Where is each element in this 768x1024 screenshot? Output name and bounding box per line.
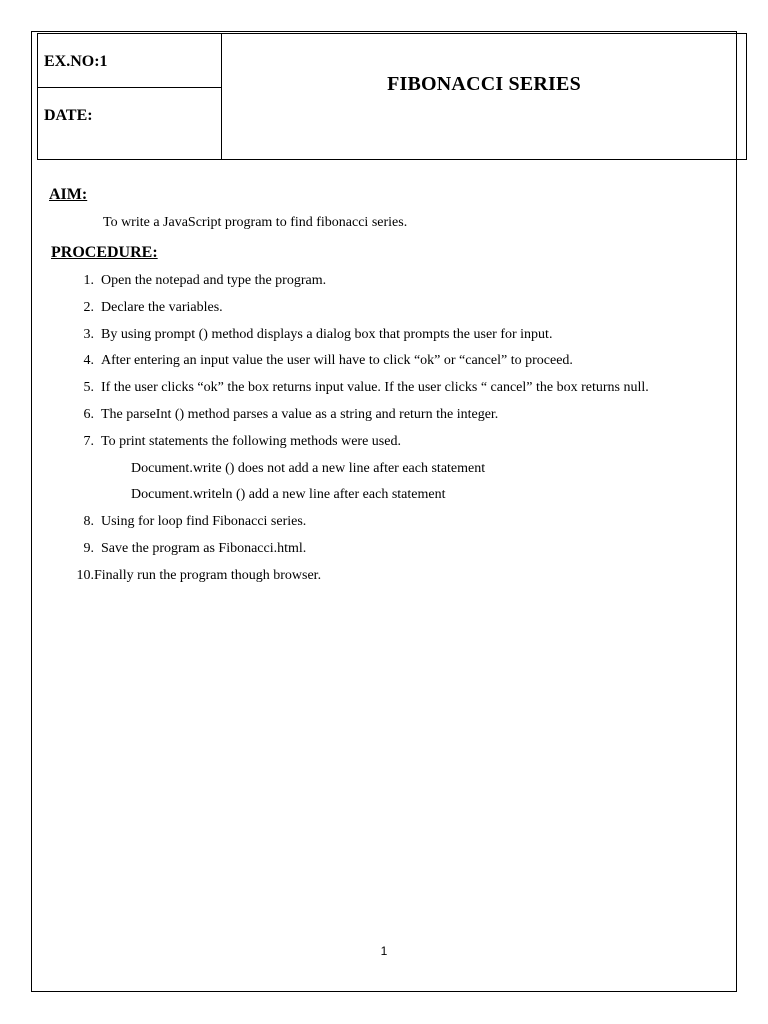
header-table (37, 33, 747, 160)
list-item (64, 406, 724, 433)
list-item (64, 352, 724, 379)
list-item (64, 379, 724, 406)
list-item-number: 5. (83, 380, 94, 396)
list-item-text: Save the program as Fibonacci.html. (101, 540, 307, 556)
exno-label: EX.NO:1 (44, 53, 108, 70)
page-title: FIBONACCI SERIES (387, 72, 581, 95)
exno-cell (38, 34, 221, 88)
list-item (64, 567, 724, 594)
procedure-heading: PROCEDURE: (51, 244, 158, 261)
list-item-text: Finally run the program though browser. (94, 567, 322, 583)
list-item-text: To print statements the following methods were used. (101, 433, 401, 449)
list-item-text: The parseInt () method parses a value as a string and return the integer. (101, 406, 499, 422)
list-item (64, 326, 724, 353)
sub-list-item: Document.write () does not add a new line after each statement (131, 460, 486, 476)
date-label: DATE: (44, 107, 93, 124)
sub-list-item: Document.writeln () add a new line after each statement (131, 487, 446, 503)
list-item-text: After entering an input value the user will have to click “ok” or “cancel” to proceed. (101, 353, 573, 369)
list-item-number: 8. (83, 514, 94, 530)
list-item-number: 1. (83, 273, 94, 288)
list-item-number: 6. (83, 406, 94, 422)
list-item-text: Using for loop find Fibonacci series. (101, 514, 307, 530)
list-item (64, 433, 724, 460)
list-item-text: By using prompt () method displays a dialog box that prompts the user for input. (101, 326, 553, 342)
list-item-number: 9. (83, 540, 94, 556)
list-item-number: 7. (83, 433, 94, 449)
procedure-list (64, 272, 724, 594)
list-item-number: 4. (83, 353, 94, 369)
list-item (64, 513, 724, 540)
list-item-text: If the user clicks “ok” the box returns input value. If the user clicks “ cancel” the box returns null. (101, 380, 649, 396)
list-item-text: Declare the variables. (101, 299, 223, 315)
page-number: 1 (380, 944, 388, 958)
aim-text: To write a JavaScript program to find fibonacci series. (103, 215, 408, 230)
list-item-number: 10. (76, 567, 94, 583)
list-item (64, 540, 724, 567)
aim-heading: AIM: (49, 186, 88, 203)
list-item-number: 3. (83, 326, 94, 342)
list-item (64, 299, 724, 326)
header-left-cell (38, 34, 222, 159)
list-item-number: 2. (83, 299, 94, 315)
list-item-text: Open the notepad and type the program. (101, 273, 327, 288)
list-item (64, 272, 724, 299)
